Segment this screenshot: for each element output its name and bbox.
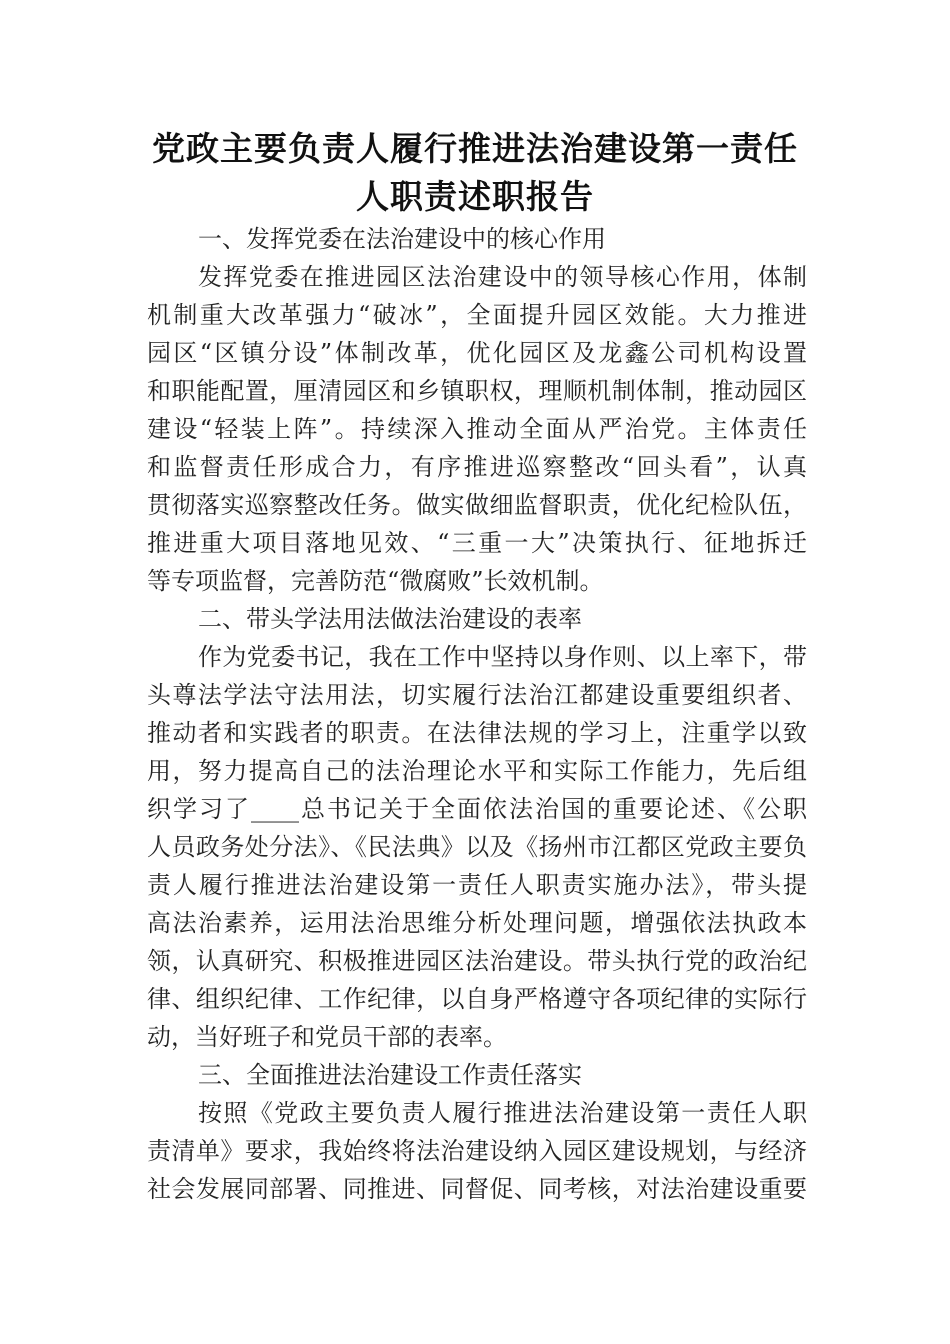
paragraph-line: 和监督责任形成合力，有序推进巡察整改“回头看”，认真 — [147, 453, 807, 481]
paragraph-line: 机制重大改革强力“破冰”，全面提升园区效能。大力推进 — [147, 301, 807, 329]
paragraph-line: 织学习了____总书记关于全面依法治国的重要论述、《公职 — [147, 795, 807, 823]
paragraph-line: 领，认真研究、积极推进园区法治建设。带头执行党的政治纪 — [147, 947, 807, 975]
paragraph-line: 按照《党政主要负责人履行推进法治建设第一责任人职 — [198, 1099, 807, 1127]
section-heading-1: 一、发挥党委在法治建设中的核心作用 — [198, 225, 606, 253]
document-title-line-1: 党政主要负责人履行推进法治建设第一责任 — [152, 129, 798, 168]
paragraph-line: 责人履行推进法治建设第一责任人职责实施办法》，带头提 — [147, 871, 807, 899]
paragraph-line: 高法治素养，运用法治思维分析处理问题，增强依法执政本 — [147, 909, 807, 937]
paragraph-line: 建设“轻装上阵”。持续深入推动全面从严治党。主体责任 — [147, 415, 807, 443]
paragraph-line: 和职能配置，厘清园区和乡镇职权，理顺机制体制，推动园区 — [147, 377, 807, 405]
paragraph-line: 推进重大项目落地见效、“三重一大”决策执行、征地拆迁 — [147, 529, 807, 557]
paragraph-line: 作为党委书记，我在工作中坚持以身作则、以上率下，带 — [198, 643, 807, 671]
section-heading-2: 二、带头学法用法做法治建设的表率 — [198, 605, 582, 633]
paragraph-line: 律、组织纪律、工作纪律，以自身严格遵守各项纪律的实际行 — [147, 985, 807, 1013]
paragraph-line: 社会发展同部署、同推进、同督促、同考核，对法治建设重要 — [147, 1175, 807, 1203]
paragraph-line: 人员政务处分法》、《民法典》以及《扬州市江都区党政主要负 — [147, 833, 807, 861]
paragraph-line: 等专项监督，完善防范“微腐败”长效机制。 — [147, 567, 604, 595]
paragraph-line: 责清单》要求，我始终将法治建设纳入园区建设规划，与经济 — [147, 1137, 807, 1165]
paragraph-line: 动，当好班子和党员干部的表率。 — [147, 1023, 507, 1051]
paragraph-line: 发挥党委在推进园区法治建设中的领导核心作用，体制 — [198, 263, 807, 291]
paragraph-line: 用，努力提高自己的法治理论水平和实际工作能力，先后组 — [147, 757, 807, 785]
section-heading-3: 三、全面推进法治建设工作责任落实 — [198, 1061, 582, 1089]
document-title-line-2: 人职责述职报告 — [356, 177, 594, 216]
paragraph-line: 推动者和实践者的职责。在法律法规的学习上，注重学以致 — [147, 719, 807, 747]
paragraph-line: 贯彻落实巡察整改任务。做实做细监督职责，优化纪检队伍， — [147, 491, 807, 519]
paragraph-line: 园区“区镇分设”体制改革，优化园区及龙鑫公司机构设置 — [147, 339, 807, 367]
paragraph-line: 头尊法学法守法用法，切实履行法治江都建设重要组织者、 — [147, 681, 807, 709]
